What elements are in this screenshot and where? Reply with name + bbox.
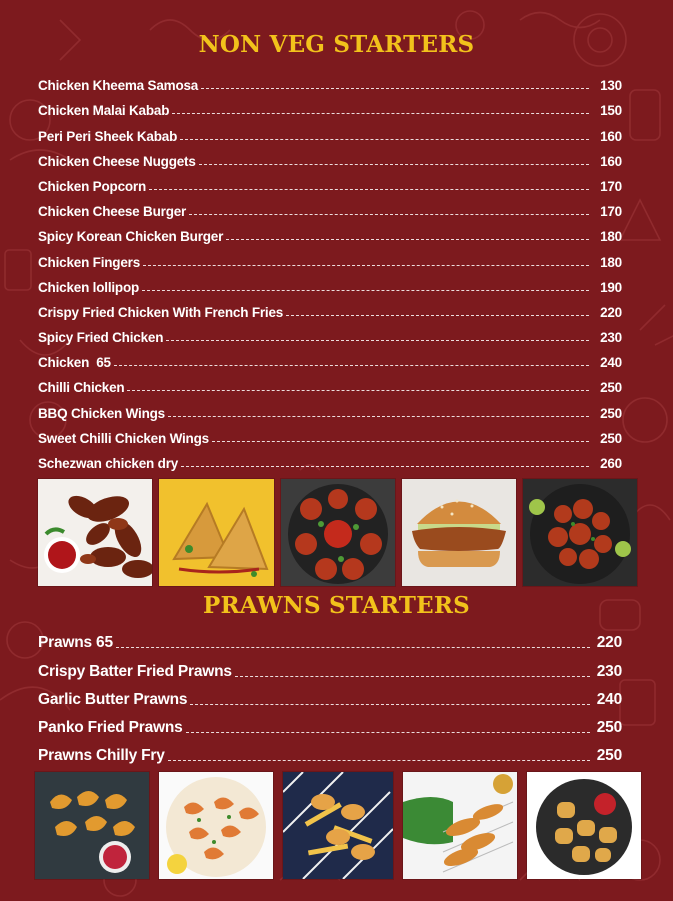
item-name: Chicken Cheese Nuggets [38,153,196,169]
item-name: Prawns 65 [38,634,113,652]
dotted-leader [149,189,589,190]
item-price: 250 [600,430,622,446]
menu-item [38,169,622,194]
item-name: Spicy Korean Chicken Burger [38,229,224,245]
menu-item [38,219,622,244]
dotted-leader [114,365,589,366]
fried-prawns-photo [35,772,149,879]
menu-item [38,144,622,169]
panko-prawns-photo [403,772,517,879]
chicken-65-photo [523,479,637,586]
menu-item [38,194,622,219]
item-name: Chilli Chicken [38,380,125,396]
prawns-starters-list [38,624,622,765]
non-veg-starters-title: NON VEG STARTERS [198,31,475,58]
menu-item [38,652,622,680]
item-price: 160 [600,153,622,169]
dotted-leader [168,416,589,417]
item-price: 250 [596,747,622,765]
prawn-nuggets-photo [527,772,641,879]
menu-item [38,244,622,269]
dotted-leader [186,732,590,733]
prawns-photo-strip [35,772,641,879]
dotted-leader [212,441,589,442]
dotted-leader [199,164,589,165]
item-name: Chicken 65 [38,355,111,371]
dotted-leader [286,315,589,316]
menu-item [38,370,622,395]
item-price: 190 [600,279,622,295]
menu-item [38,737,622,765]
item-name: Chicken Fingers [38,254,141,270]
non-veg-photo-strip [38,479,637,586]
item-name: Garlic Butter Prawns [38,690,188,708]
item-price: 150 [600,103,622,119]
dotted-leader [127,390,589,391]
fried-chicken-burger-photo [402,479,516,586]
dotted-leader [172,113,589,114]
menu-item [38,395,622,420]
item-price: 250 [596,719,622,737]
prawns-with-fries-photo [283,772,393,879]
item-price: 240 [596,690,622,708]
dotted-leader [190,704,590,705]
item-price: 160 [600,128,622,144]
item-name: Chicken Cheese Burger [38,204,187,220]
samosa-photo [159,479,274,586]
menu-item [38,295,622,320]
dotted-leader [142,290,589,291]
menu-item [38,709,622,737]
item-name: Crispy Batter Fried Prawns [38,662,232,680]
item-name: Chicken lollipop [38,279,140,295]
item-price: 220 [596,634,622,652]
menu-item [38,93,622,118]
dotted-leader [166,340,589,341]
dotted-leader [143,265,589,266]
item-name: Spicy Fried Chicken [38,330,164,346]
menu-item [38,421,622,446]
item-name: BBQ Chicken Wings [38,405,165,421]
item-name: Peri Peri Sheek Kabab [38,128,178,144]
non-veg-starters-list [38,68,622,471]
dotted-leader [180,139,589,140]
dotted-leader [235,676,590,677]
menu-item [38,681,622,709]
item-price: 250 [600,380,622,396]
item-name: Sweet Chilli Chicken Wings [38,430,209,446]
item-price: 260 [600,456,622,471]
bbq-wings-photo [38,479,152,586]
item-name: Crispy Fried Chicken With French Fries [38,304,284,320]
item-name: Panko Fried Prawns [38,719,183,737]
menu-item [38,320,622,345]
item-price: 250 [600,405,622,421]
prawns-starters-title: PRAWNS STARTERS [203,592,470,619]
item-price: 170 [600,178,622,194]
item-name: Chicken Kheema Samosa [38,78,199,94]
item-name: Schezwan chicken dry [38,456,179,471]
menu-item [38,624,622,652]
dotted-leader [168,760,590,761]
dotted-leader [181,466,589,467]
menu-item [38,446,622,471]
chicken-lollipop-photo [281,479,395,586]
dotted-leader [189,214,589,215]
item-price: 230 [600,330,622,346]
item-price: 220 [600,304,622,320]
item-price: 180 [600,254,622,270]
item-price: 230 [596,662,622,680]
item-price: 170 [600,204,622,220]
dotted-leader [201,88,589,89]
item-name: Prawns Chilly Fry [38,747,165,765]
garlic-butter-prawns-photo [159,772,273,879]
menu-item [38,345,622,370]
item-price: 180 [600,229,622,245]
item-name: Chicken Popcorn [38,178,147,194]
menu-item [38,270,622,295]
dotted-leader [116,647,590,648]
item-name: Chicken Malai Kabab [38,103,170,119]
menu-item [38,118,622,143]
menu-item [38,68,622,93]
item-price: 130 [600,78,622,94]
dotted-leader [226,239,589,240]
item-price: 240 [600,355,622,371]
